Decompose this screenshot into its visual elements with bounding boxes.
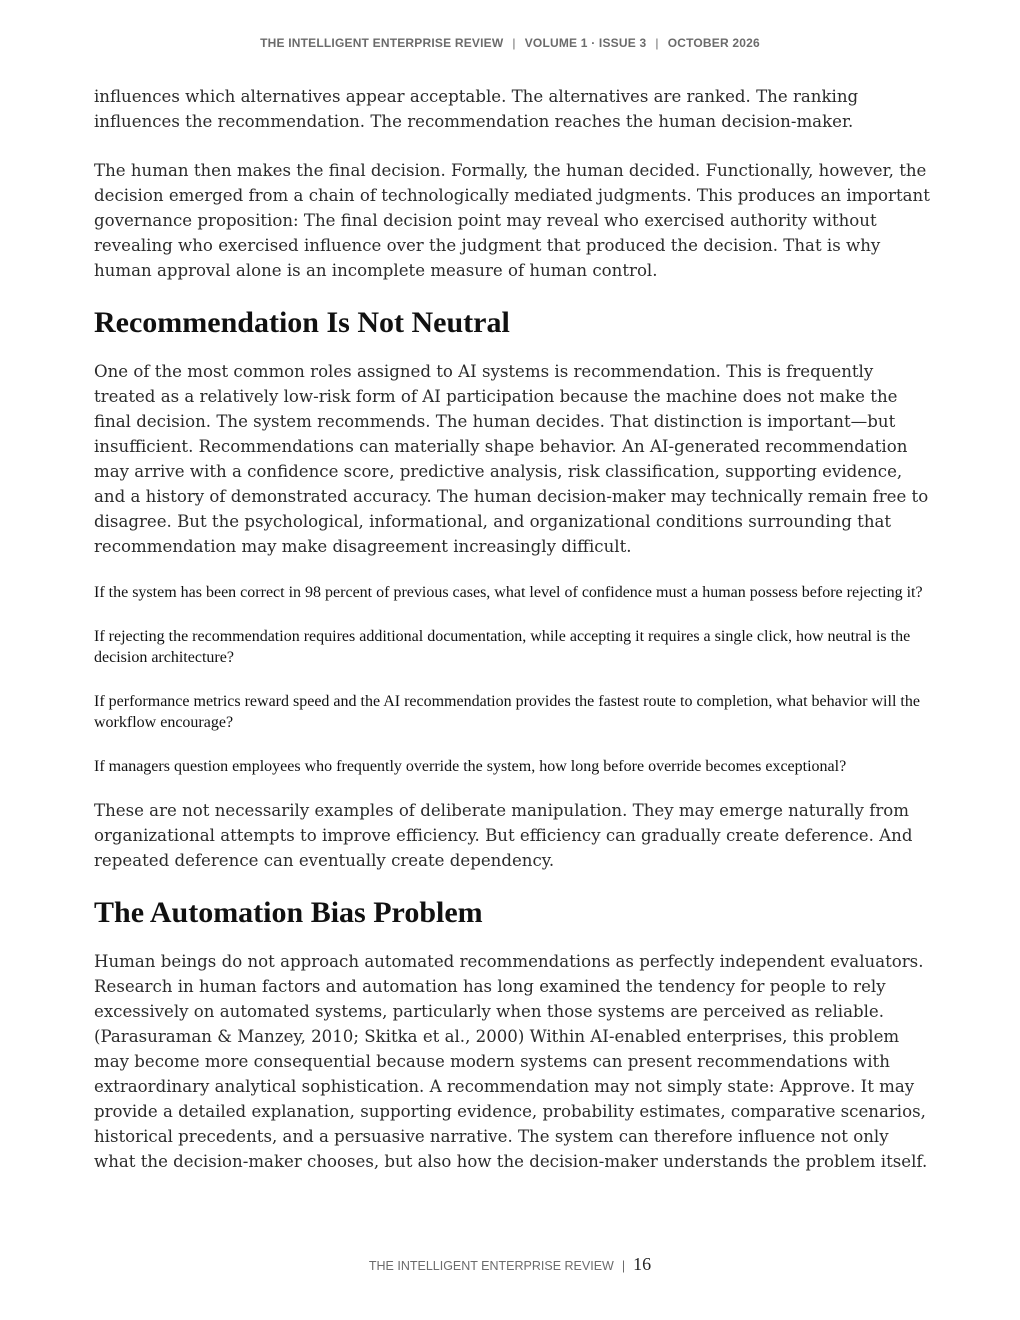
- section-heading: The Automation Bias Problem: [94, 896, 483, 929]
- section-heading: Recommendation Is Not Neutral: [94, 306, 510, 339]
- header-separator: |: [512, 36, 516, 50]
- question-item: If rejecting the recommendation requires additional documentation, while accepting it requires a single click, how neutral is the decision architecture?: [94, 627, 911, 666]
- paragraph: One of the most common roles assigned to AI systems is recommendation. This is frequently treated as a relatively low-risk form of AI participation because the machine does not make the final decision. The system recommends. The human decides. That distinction is important—but insufficient. Recommendations can materially shape behavior. An AI-generated recommendation may arrive with a confidence score, predictive analysis, risk classification, supporting evidence, and a history of demonstrated accuracy. The human decision-maker may technically remain free to disagree. But the psychological, informational, and organizational conditions surrounding that recommendation may make disagreement increasingly difficult.: [94, 362, 929, 556]
- question-item: If the system has been correct in 98 percent of previous cases, what level of confidence must a human possess before rejecting it?: [94, 584, 923, 601]
- header-date: OCTOBER 2026: [667, 36, 760, 50]
- header-publication: THE INTELLIGENT ENTERPRISE REVIEW: [260, 36, 504, 50]
- running-footer: [0, 1254, 1020, 1275]
- page-number: 16: [633, 1254, 652, 1274]
- header-issue: VOLUME 1 · ISSUE 3: [524, 36, 647, 50]
- question-item: If managers question employees who frequently override the system, how long before override becomes exceptional?: [94, 757, 847, 775]
- footer-publication: THE INTELLIGENT ENTERPRISE REVIEW: [368, 1259, 614, 1273]
- paragraph: influences which alternatives appear acceptable. The alternatives are ranked. The ranking influences the recommendation. The recommendation reaches the human decision-maker.: [94, 87, 859, 131]
- running-header: [0, 36, 1020, 50]
- paragraph: Human beings do not approach automated recommendations as perfectly independent evaluators. Research in human factors and automation has long examined the tendency for people to rely excessively on automated systems, particularly when those systems are perceived as reliable. (Parasuraman & Manzey, 2010; Skitka et al., 2000) Within AI-enabled enterprises, this problem may become more consequential because modern systems can present recommendations with extraordinary analytical sophistication. A recommendation may not simply state: Approve. It may provide a detailed explanation, supporting evidence, probability estimates, comparative scenarios, historical precedents, and a persuasive narrative. The system can therefore influence not only what the decision-maker chooses, but also how the decision-maker understands the problem itself.: [94, 952, 928, 1171]
- paragraph: These are not necessarily examples of deliberate manipulation. They may emerge naturally from organizational attempts to improve efficiency. But efficiency can gradually create deference. And repeated deference can eventually create dependency.: [94, 801, 913, 870]
- article-body: [94, 84, 930, 1174]
- header-separator: |: [655, 36, 659, 50]
- paragraph: The human then makes the final decision. Formally, the human decided. Functionally, however, the decision emerged from a chain of technologically mediated judgments. This produces an important governance proposition: The final decision point may reveal who exercised authority without revealing who exercised influence over the judgment that produced the decision. That is why human approval alone is an incomplete measure of human control.: [94, 161, 930, 280]
- question-item: If performance metrics reward speed and the AI recommendation provides the fastest route to completion, what behavior will the workflow encourage?: [94, 692, 920, 731]
- footer-separator: |: [621, 1259, 626, 1273]
